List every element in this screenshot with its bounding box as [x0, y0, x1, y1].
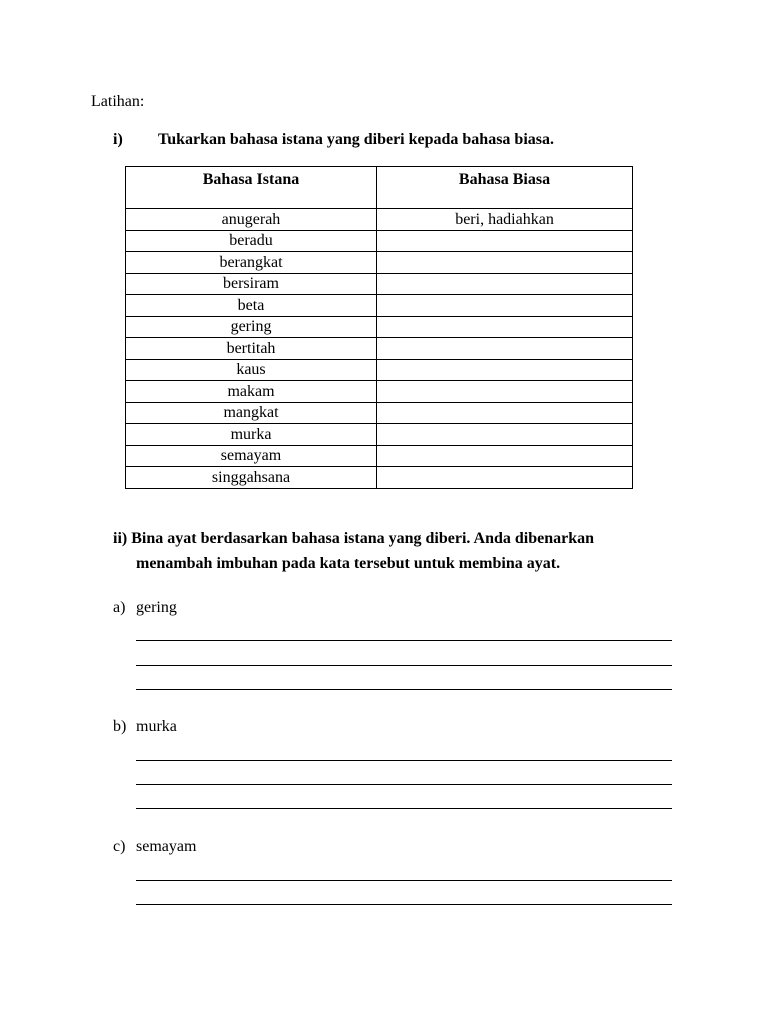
table-row — [126, 445, 633, 467]
cell-bahasa-biasa[interactable] — [377, 316, 633, 338]
table-row — [126, 467, 633, 489]
sub-question-a-word: gering — [136, 599, 177, 616]
question-2-text-line1: Bina ayat berdasarkan bahasa istana yang diberi. Anda dibenarkan — [131, 530, 595, 547]
answer-line-a2[interactable] — [136, 665, 672, 666]
sub-question-b-label: b) — [113, 718, 127, 735]
sub-question-b — [113, 718, 177, 736]
table-row — [126, 402, 633, 424]
sub-question-c-label: c) — [113, 838, 126, 855]
cell-bahasa-biasa[interactable] — [377, 338, 633, 360]
question-1-number: i) — [113, 131, 123, 148]
cell-bahasa-biasa[interactable] — [377, 424, 633, 446]
cell-bahasa-istana: berangkat — [126, 252, 377, 274]
table-header-bahasa-istana: Bahasa Istana — [126, 167, 377, 209]
cell-bahasa-biasa[interactable] — [377, 467, 633, 489]
bahasa-table — [125, 166, 633, 489]
answer-line-c1[interactable] — [136, 880, 672, 881]
cell-bahasa-istana: bersiram — [126, 273, 377, 295]
table-row — [126, 209, 633, 231]
table-body — [126, 209, 633, 489]
table-row — [126, 252, 633, 274]
answer-line-a1[interactable] — [136, 640, 672, 641]
cell-bahasa-biasa[interactable] — [377, 359, 633, 381]
cell-bahasa-istana: anugerah — [126, 209, 377, 231]
cell-bahasa-istana: murka — [126, 424, 377, 446]
table-row — [126, 359, 633, 381]
table-row — [126, 381, 633, 403]
answer-line-b3[interactable] — [136, 808, 672, 809]
sub-question-a — [113, 599, 177, 617]
answer-line-c2[interactable] — [136, 904, 672, 905]
answer-line-b2[interactable] — [136, 784, 672, 785]
cell-bahasa-biasa[interactable] — [377, 381, 633, 403]
cell-bahasa-biasa[interactable] — [377, 230, 633, 252]
cell-bahasa-istana: beta — [126, 295, 377, 317]
sub-question-c-word: semayam — [136, 838, 197, 855]
cell-bahasa-istana: gering — [126, 316, 377, 338]
table-row — [126, 338, 633, 360]
cell-bahasa-biasa[interactable] — [377, 445, 633, 467]
question-2-text-line2: menambah imbuhan pada kata tersebut untuk membina ayat. — [136, 555, 561, 572]
cell-bahasa-biasa[interactable] — [377, 252, 633, 274]
table-row — [126, 230, 633, 252]
cell-bahasa-istana: kaus — [126, 359, 377, 381]
answer-line-b1[interactable] — [136, 760, 672, 761]
cell-bahasa-istana: singgahsana — [126, 467, 377, 489]
cell-bahasa-biasa[interactable] — [377, 402, 633, 424]
cell-bahasa-biasa[interactable] — [377, 295, 633, 317]
question-2-number: ii) — [113, 530, 128, 547]
cell-bahasa-istana: bertitah — [126, 338, 377, 360]
cell-bahasa-biasa[interactable] — [377, 273, 633, 295]
table-row — [126, 316, 633, 338]
sub-question-a-label: a) — [113, 599, 126, 616]
cell-bahasa-istana: beradu — [126, 230, 377, 252]
cell-bahasa-biasa[interactable]: beri, hadiahkan — [377, 209, 633, 231]
table-row — [126, 424, 633, 446]
cell-bahasa-istana: mangkat — [126, 402, 377, 424]
sub-question-b-word: murka — [136, 718, 177, 735]
cell-bahasa-istana: makam — [126, 381, 377, 403]
question-1-text: Tukarkan bahasa istana yang diberi kepada bahasa biasa. — [158, 131, 554, 148]
table-row — [126, 295, 633, 317]
question-2 — [113, 526, 673, 576]
table-header-bahasa-biasa: Bahasa Biasa — [377, 167, 633, 209]
cell-bahasa-istana: semayam — [126, 445, 377, 467]
table-header-row — [126, 167, 633, 209]
sub-question-c — [113, 838, 196, 856]
answer-line-a3[interactable] — [136, 689, 672, 690]
heading-latihan: Latihan: — [91, 93, 145, 110]
table-row — [126, 273, 633, 295]
